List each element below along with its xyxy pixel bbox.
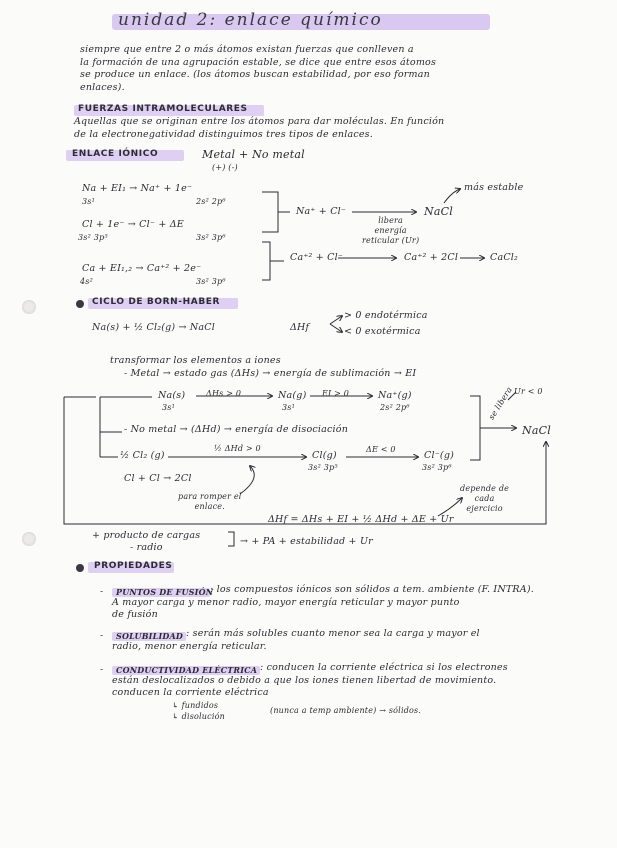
cl-ionization: Cl + 1e⁻ → Cl⁻ + ΔE	[82, 219, 184, 230]
product-nacl: NaCl	[424, 205, 453, 218]
exotermica: < 0 exotérmica	[344, 326, 421, 337]
cl-config: 3s² 3p⁵	[78, 233, 108, 242]
fusion-text: : los compuestos iónicos son sólidos a tem. ambiente (F. INTRA). A mayor carga y menor radio, mayor energía reticular y mayor punto de fusión	[112, 584, 534, 620]
bracket-ions	[470, 396, 480, 460]
born-haber-equation: ΔHf = ΔHs + EI + ½ ΔHd + ΔE + Ur	[268, 514, 454, 525]
page-title: unidad 2: enlace químico	[118, 10, 383, 30]
fundidos: ↳ fundidos	[172, 701, 219, 710]
ionico-heading: ENLACE IÓNICO	[72, 149, 159, 159]
na-gas-config: 3s¹	[282, 403, 296, 412]
depende-note: depende de cada ejercicio	[460, 484, 510, 513]
combine-na-cl: Na⁺ + Cl⁻	[296, 206, 347, 217]
dash: -	[100, 586, 104, 597]
cl-minus-config: 3s² 3p⁶	[422, 463, 452, 472]
fuerzas-heading: FUERZAS INTRAMOLECULARES	[78, 104, 248, 114]
ei-label: EI > 0	[322, 389, 350, 398]
arrow-romper	[240, 466, 254, 494]
na-solid-config: 3s¹	[162, 403, 176, 412]
dhd-label: ½ ΔHd > 0	[214, 444, 261, 453]
solub-label: SOLUBILIDAD	[116, 631, 184, 641]
mas-estable-note: más estable	[464, 182, 524, 193]
na-solid: Na(s)	[158, 390, 186, 401]
ca-config: 4s²	[80, 277, 94, 286]
arrow-mas-estable	[444, 189, 460, 203]
arrow-depende	[438, 498, 462, 516]
disolucion: ↳ disolución	[172, 712, 225, 721]
step-transformar: transformar los elementos a iones	[110, 355, 281, 366]
cl-gas: Cl(g)	[312, 450, 337, 461]
dhs-label: ΔHs > 0	[206, 389, 242, 398]
born-reaction: Na(s) + ½ Cl₂(g) → NaCl	[92, 322, 215, 333]
dash: -	[100, 664, 104, 675]
romper-enlace-note: para romper el enlace.	[178, 492, 242, 511]
product-cacl2: CaCl₂	[490, 252, 519, 263]
bracket-ca	[262, 242, 270, 280]
nunca-note: (nunca a temp ambiente) → sólidos.	[270, 706, 422, 715]
na-ion-config: 2s² 2p⁶	[196, 197, 226, 206]
dhf-label: ΔHf	[290, 322, 310, 333]
libera-energia-note: libera energía reticular (Ur)	[362, 216, 420, 245]
ca-ionization: Ca + EI₁,₂ → Ca⁺² + 2e⁻	[82, 263, 202, 274]
na-gas: Na(g)	[278, 390, 307, 401]
na-plus-gas: Na⁺(g)	[378, 390, 412, 401]
combine-ca-cl: Ca⁺² + Cl⁻	[290, 252, 344, 263]
cl2-gas: ½ Cl₂ (g)	[120, 450, 165, 461]
se-libera-note: se libera	[486, 385, 514, 422]
cl-gas-config: 3s² 3p⁵	[308, 463, 338, 472]
na-ionization: Na + EI₁ → Na⁺ + 1e⁻	[82, 183, 193, 194]
de-label: ΔE < 0	[366, 445, 396, 454]
dash: -	[100, 630, 104, 641]
fuerzas-text: Aquellas que se originan entre los átomos para dar moléculas. En función de la electronegatividad distinguimos tres tipos de enlaces.	[74, 116, 445, 140]
born-heading: CICLO DE BORN-HABER	[92, 297, 221, 307]
step-nometal: - No metal → (ΔHd) → energía de disociación	[124, 424, 349, 435]
ionico-signs: (+) (-)	[212, 163, 238, 172]
nacl-final: NaCl	[522, 424, 551, 437]
ur-label: Ur < 0	[514, 387, 543, 396]
cargas-result: → + PA + estabilidad + Ur	[240, 536, 373, 547]
cl-ion-config: 3s² 3p⁶	[196, 233, 226, 242]
cargas-line2: - radio	[130, 542, 163, 553]
cargas-line1: + producto de cargas	[92, 530, 201, 541]
cond-text: : conducen la corriente eléctrica si los electrones están deslocalizados o debido a que los iones tienen libertad de movimiento. conducen la corriente eléctrica	[112, 662, 508, 698]
propiedades-heading: PROPIEDADES	[94, 561, 173, 571]
ionico-formula: Metal + No metal	[202, 148, 305, 161]
na-config: 3s¹	[82, 197, 96, 206]
na-plus-config: 2s² 2p⁶	[380, 403, 410, 412]
endotermica: > 0 endotérmica	[344, 310, 428, 321]
cond-label: CONDUCTIVIDAD ELÉCTRICA	[116, 665, 258, 675]
solub-text: : serán más solubles cuanto menor sea la carga y mayor el radio, menor energía reticular.	[112, 628, 480, 652]
cl-cl-reaction: Cl + Cl → 2Cl	[124, 473, 192, 484]
product-ca-2cl: Ca⁺² + 2Cl	[404, 252, 459, 263]
step-metal: - Metal → estado gas (ΔHs) → energía de sublimación → EI	[124, 368, 417, 379]
fusion-label: PUNTOS DE FUSIÓN	[116, 587, 214, 597]
intro-paragraph: siempre que entre 2 o más átomos existan fuerzas que conlleven a la formación de una agrupación estable, se dice que entre esos átomos se produce un enlace. (los átomos buscan estabilidad, por eso forman enlaces).	[80, 44, 437, 93]
cl-minus-gas: Cl⁻(g)	[424, 450, 455, 461]
bracket-na-cl	[262, 192, 278, 232]
ca-ion-config: 3s² 3p⁶	[196, 277, 226, 286]
